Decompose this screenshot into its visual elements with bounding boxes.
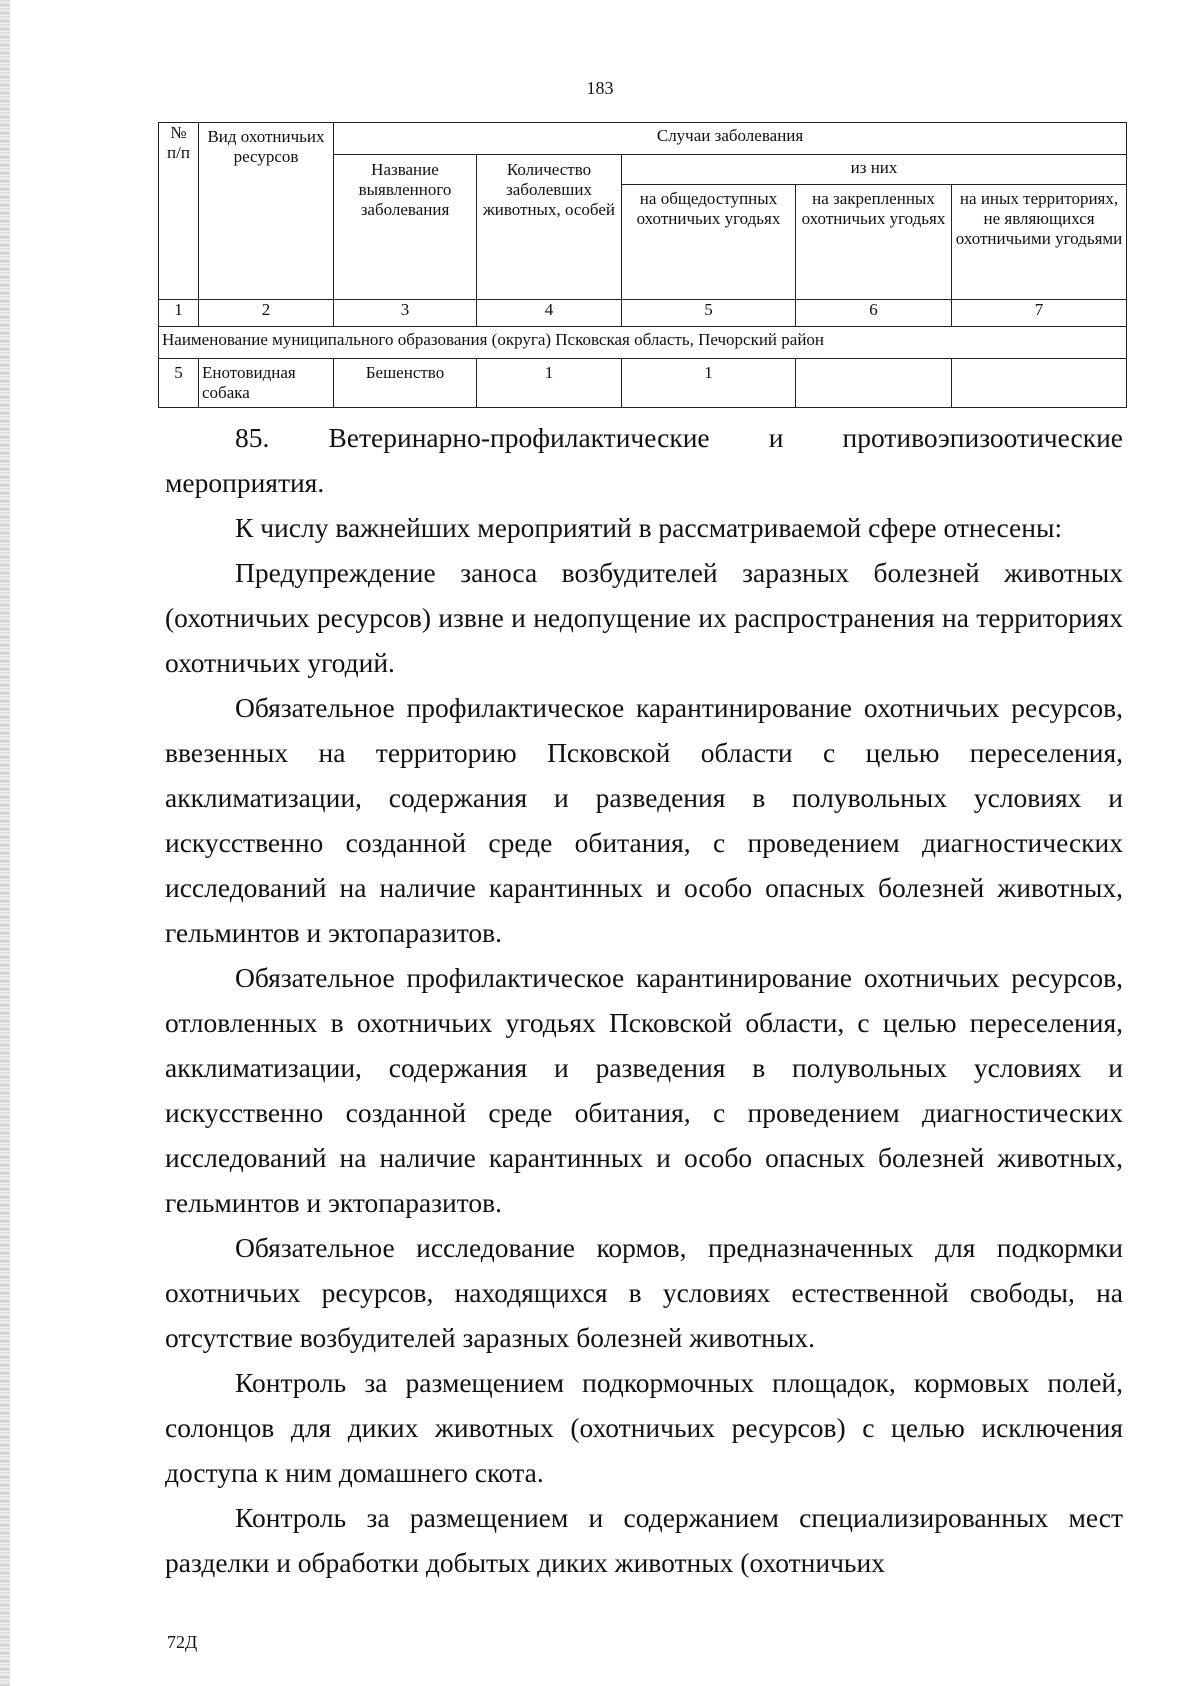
header-count: Количество заболевших животных, особей: [477, 155, 622, 300]
header-public-grounds: на общедоступных охотничьих угодьях: [622, 185, 796, 300]
row-other: [952, 359, 1127, 408]
col-number: 2: [199, 300, 334, 327]
row-disease: Бешенство: [334, 359, 477, 408]
header-other-territories: на иных территориях, не являющихся охотничьими угодьями: [952, 185, 1127, 300]
col-number: 3: [334, 300, 477, 327]
header-disease-name: Название выявленного заболевания: [334, 155, 477, 300]
row-count: 1: [477, 359, 622, 408]
paragraph: Контроль за размещением и содержанием специализированных мест разделки и обработки добытых диких животных (охотничьих: [165, 1502, 1123, 1578]
paragraph: Контроль за размещением подкормочных площадок, кормовых полей, солонцов для диких животных (охотничьих ресурсов) с целью исключения доступа к ним домашнего скота.: [165, 1367, 1123, 1488]
body-text: [165, 415, 1123, 1585]
row-species: Енотовидная собака: [199, 359, 334, 408]
section-title: Наименование муниципального образования (округа) Псковская область, Печорский район: [159, 327, 1127, 359]
header-num: № п/п: [159, 123, 199, 300]
section-row: [159, 327, 1127, 359]
paragraph: Обязательное профилактическое карантинирование охотничьих ресурсов, ввезенных на территорию Псковской области с целью переселения, акклиматизации, содержания и разведения в полувольных условиях и искусственно созданной среде обитания, с проведением диагностических исследований на наличие карантинных и особо опасных болезней животных, гельминтов и эктопаразитов.: [165, 692, 1123, 948]
disease-cases-table: [158, 122, 1127, 408]
col-number: 1: [159, 300, 199, 327]
row-assigned: [796, 359, 952, 408]
paragraph: Обязательное исследование кормов, предназначенных для подкормки охотничьих ресурсов, находящихся в условиях естественной свободы, на отсутствие возбудителей заразных болезней животных.: [165, 1232, 1123, 1353]
page-number: 183: [586, 78, 614, 98]
footer-code: 72Д: [167, 1632, 198, 1652]
paragraph: Предупреждение заноса возбудителей заразных болезней животных (охотничьих ресурсов) извне и недопущение их распространения на территориях охотничьих угодий.: [165, 557, 1123, 678]
paragraph: К числу важнейших мероприятий в рассматриваемой сфере отнесены:: [235, 512, 1063, 543]
row-num: 5: [159, 359, 199, 408]
header-row-1: [159, 123, 1127, 155]
column-number-row: [159, 300, 1127, 327]
header-of-them: из них: [622, 155, 1127, 185]
paragraph: Обязательное профилактическое карантинирование охотничьих ресурсов, отловленных в охотничьих угодьях Псковской области, с целью переселения, акклиматизации, содержания и разведения в полувольных условиях и искусственно созданной среде обитания, с проведением диагностических исследований на наличие карантинных и особо опасных болезней животных, гельминтов и эктопаразитов.: [165, 962, 1123, 1218]
header-cases: Случаи заболевания: [334, 123, 1127, 155]
header-assigned-grounds: на закрепленных охотничьих угодьях: [796, 185, 952, 300]
col-number: 7: [952, 300, 1127, 327]
table-row: [159, 359, 1127, 408]
col-number: 6: [796, 300, 952, 327]
row-public: 1: [622, 359, 796, 408]
col-number: 4: [477, 300, 622, 327]
header-species: Вид охотничьих ресурсов: [199, 123, 334, 300]
paragraph: 85. Ветеринарно-профилактические и противоэпизоотические мероприятия.: [165, 422, 1123, 498]
scan-edge: [0, 0, 10, 1686]
col-number: 5: [622, 300, 796, 327]
